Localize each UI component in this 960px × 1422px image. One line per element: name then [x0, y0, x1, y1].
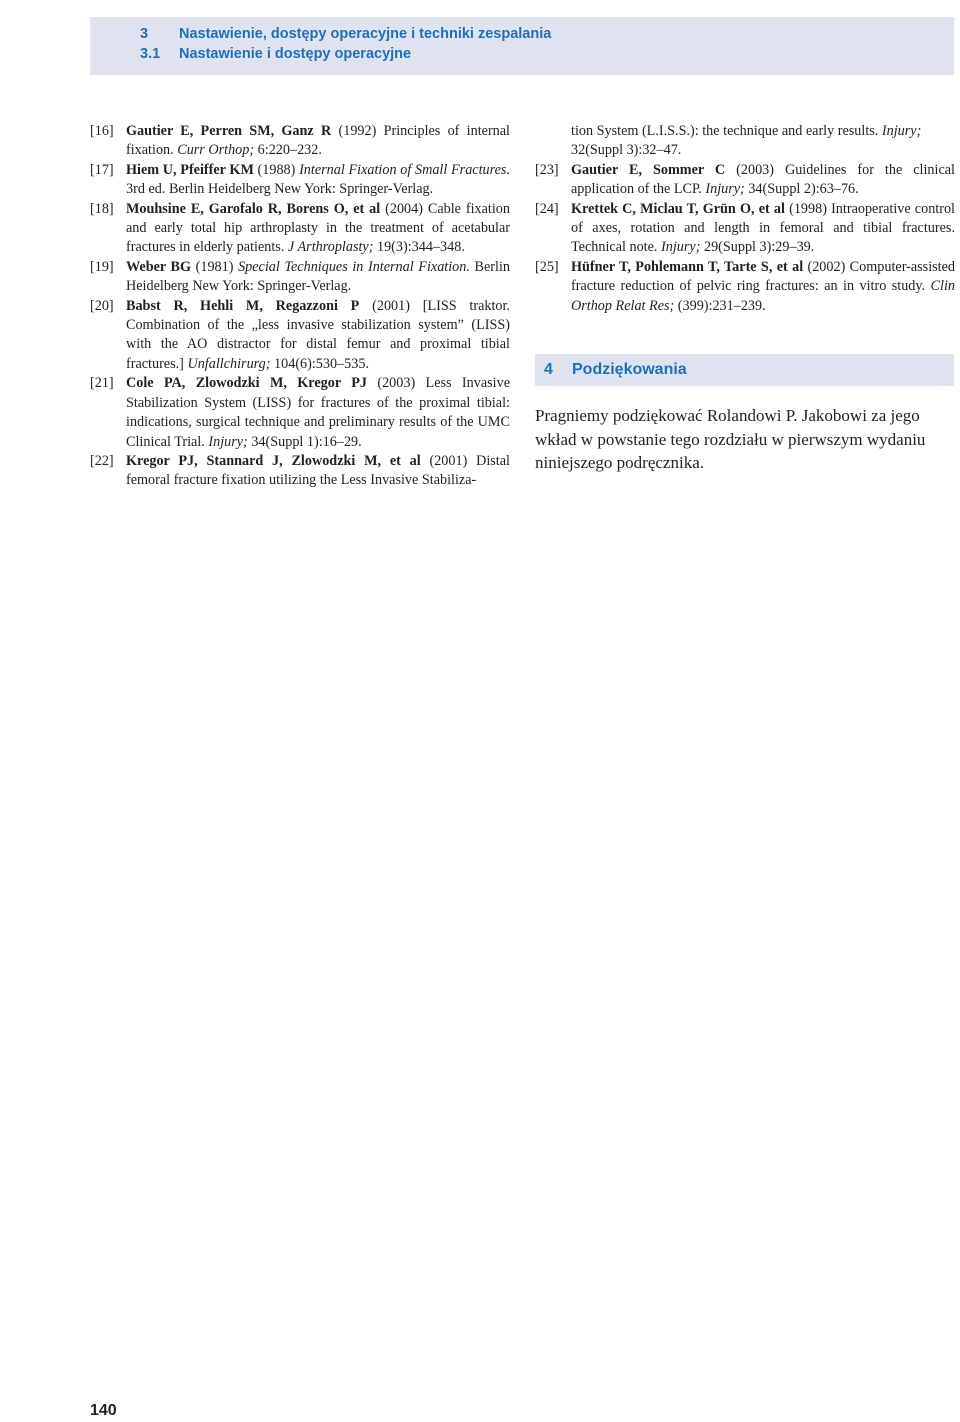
running-header	[90, 17, 954, 75]
reference-journal: Injury;	[661, 239, 701, 256]
reference-authors: Krettek C, Miclau T, Grün O, et al	[571, 200, 785, 217]
reference-journal: Clin Orthop Relat Res;	[571, 278, 955, 314]
reference-19	[90, 258, 510, 297]
reference-21	[90, 374, 510, 452]
reference-authors: Weber BG	[126, 258, 192, 275]
left-column	[90, 122, 510, 491]
reference-journal: J Arthroplasty;	[287, 239, 374, 256]
reference-citation: 104(6):530–535.	[270, 355, 370, 372]
reference-authors: Kregor PJ, Stannard J, Zlowodzki M, et al	[126, 452, 421, 469]
reference-number: [22]	[90, 452, 114, 469]
reference-journal: Special Techniques in Internal Fixation.	[238, 258, 470, 275]
reference-text: (2003) Guidelines for the clinical application of the LCP.	[571, 161, 955, 198]
reference-authors: Cole PA, Zlowodzki M, Kregor PJ	[126, 375, 367, 392]
reference-citation: 6:220–232.	[254, 142, 322, 159]
acknowledgement-paragraph: Pragniemy podziękować Rolandowi P. Jakobowi za jego wkład w powstanie tego rozdziału w pierwszym wydaniu niniejszego podręcznika.	[535, 406, 926, 473]
section-number: 3.1	[140, 46, 161, 62]
reference-22	[90, 452, 510, 491]
reference-journal: Injury;	[881, 123, 922, 139]
section-4-title: Podziękowania	[572, 361, 687, 379]
reference-number: [19]	[90, 258, 114, 275]
chapter-title: Nastawienie, dostępy operacyjne i techniki zespalania	[179, 26, 552, 42]
reference-25	[535, 258, 955, 316]
chapter-heading	[140, 26, 551, 42]
reference-number: [24]	[535, 200, 559, 217]
reference-text: (2002) Computer-assisted fracture reduction of pelvic ring fractures: an in vitro study.	[571, 258, 955, 295]
reference-citation: 29(Suppl 3):29–39.	[700, 239, 815, 256]
reference-citation: 3rd ed. Berlin Heidelberg New York: Springer-Verlag.	[126, 181, 434, 198]
reference-journal: Curr Orthop;	[177, 142, 255, 159]
reference-citation: 34(Suppl 1):16–29.	[247, 433, 362, 450]
section-4-number: 4	[544, 361, 553, 379]
reference-text: (1992) Principles of internal fixation.	[126, 123, 510, 159]
section-4-heading	[535, 354, 954, 386]
reference-18	[90, 200, 510, 258]
reference-authors: Mouhsine E, Garofalo R, Borens O, et al	[126, 200, 381, 217]
reference-23	[535, 161, 955, 200]
reference-citation: 19(3):344–348.	[373, 239, 465, 256]
reference-authors: Gautier E, Sommer C	[571, 161, 726, 178]
reference-citation: 34(Suppl 2):63–76.	[744, 181, 859, 198]
section-heading	[140, 46, 411, 62]
reference-citation: (399):231–239.	[674, 297, 766, 314]
reference-number: [20]	[90, 297, 114, 314]
reference-number: [23]	[535, 161, 559, 178]
reference-20	[90, 297, 510, 375]
chapter-number: 3	[140, 26, 149, 42]
reference-citation: Berlin Heidelberg New York: Springer-Verlag.	[126, 258, 510, 295]
reference-number: [18]	[90, 200, 114, 217]
reference-number: [17]	[90, 161, 114, 178]
reference-text: (1998) Intraoperative control of axes, rotation and length in femoral and tibial fractures. Technical note.	[571, 200, 955, 256]
reference-text: (2004) Cable fixation and early total hip arthroplasty in the treatment of acetabular fractures in elderly patients.	[126, 200, 510, 256]
reference-text: (2003) Less Invasive Stabilization System (LISS) for fractures of the proximal tibial: indications, surgical technique and preliminary results of the UMC Clinical Trial.	[126, 375, 511, 450]
page-number: 140	[90, 1402, 117, 1419]
section-title: Nastawienie i dostępy operacyjne	[179, 46, 412, 62]
reference-text: (1988)	[253, 161, 300, 178]
reference-authors: Hiem U, Pfeiffer KM	[126, 161, 254, 178]
reference-text: (2001) Distal femoral fracture fixation utilizing the Less Invasive Stabiliza-	[126, 452, 510, 489]
reference-authors: Babst R, Hehli M, Regazzoni P	[126, 297, 360, 314]
reference-citation: 32(Suppl 3):32–47.	[571, 142, 682, 159]
reference-text: (2001) [LISS traktor. Combination of the „less invasive stabilization system” (LISS) with the AO distractor for distal femur and proximal tibial fractures.]	[126, 297, 510, 372]
reference-16	[90, 122, 510, 161]
reference-24	[535, 200, 955, 258]
reference-journal: Unfallchirurg;	[187, 355, 271, 372]
reference-22-continued	[535, 122, 955, 161]
reference-number: [16]	[90, 123, 114, 139]
reference-text: tion System (L.I.S.S.): the technique and early results.	[571, 123, 882, 139]
reference-text: (1981)	[191, 258, 239, 275]
reference-17	[90, 161, 510, 200]
right-column	[535, 122, 955, 475]
reference-authors: Gautier E, Perren SM, Ganz R	[126, 123, 332, 139]
reference-journal: Internal Fixation of Small Fractures.	[299, 161, 510, 178]
reference-journal: Injury;	[705, 181, 745, 198]
reference-number: [25]	[535, 258, 559, 275]
reference-authors: Hüfner T, Pohlemann T, Tarte S, et al	[571, 258, 804, 275]
reference-number: [21]	[90, 375, 114, 392]
reference-journal: Injury;	[208, 433, 248, 450]
